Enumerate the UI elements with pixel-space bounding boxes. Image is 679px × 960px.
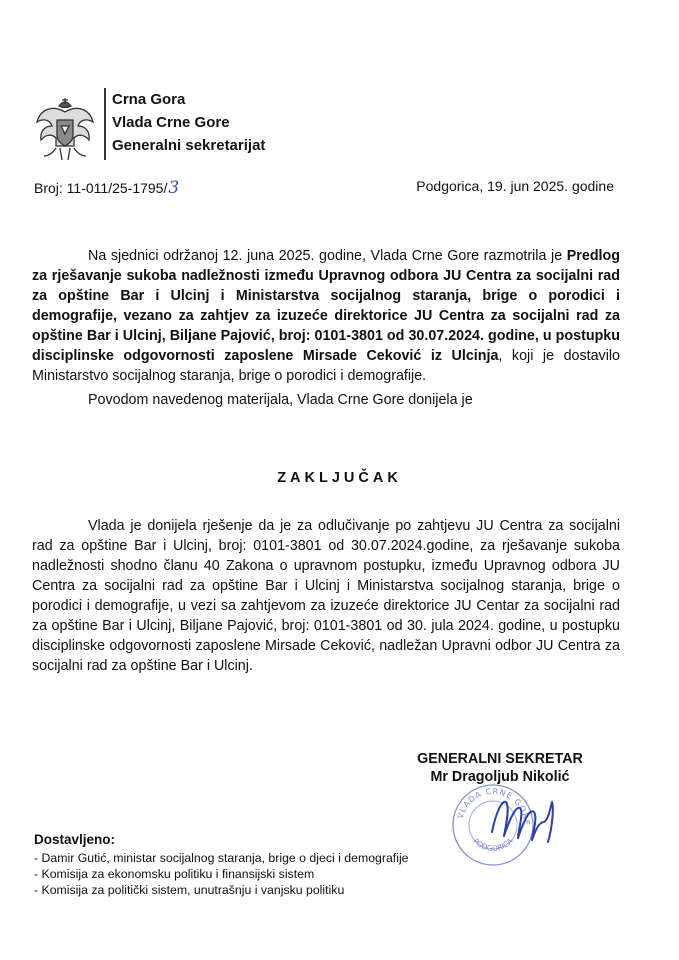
distribution-heading: Dostavljeno: xyxy=(34,832,116,847)
header-secretariat: Generalni sekretarijat xyxy=(112,137,266,154)
proposal-title: Predlog za rješavanje sukoba nadležnosti između Upravnog odbora JU Centra za socijalni rad za opštine Bar i Ulcinj i Ministarstva socijalnog staranja, brige o porodici i demografije, vezano za zahtjev za izuzeće direktorice JU Centra za socijalni rad za opštine Bar i Ulcinj, Biljane Pajović, broj: 0101-3801 od 30.07.2024. godine, u postupku disciplinske odgovornosti zaposlene Mirsade Ceković iz Ulcinja xyxy=(32,248,620,364)
distribution-list xyxy=(34,832,409,898)
header-country: Crna Gora xyxy=(112,91,186,108)
intro-paragraph: Na sjednici održanoj 12. juna 2025. godine, Vlada Crne Gore razmotrila je Predlog za rješavanje sukoba nadležnosti između Upravnog odbora JU Centra za socijalni rad za opštine Bar i Ulcinj i Ministarstva socijalnog staranja, brige o porodici i demografije, vezano za zahtjev za izuzeće direktorice JU Centra za socijalni rad za opštine Bar i Ulcinj, Biljane Pajović, broj: 0101-3801 od 30.07.2024. godine, u postupku disciplinske odgovornosti zaposlene Mirsade Ceković iz Ulcinja, koji je dostavilo Ministarstvo socijalnog staranja, brige o porodici i demografije. xyxy=(32,248,620,384)
signatory-name: Mr Dragoljub Nikolić xyxy=(430,769,570,785)
distribution-item: - Komisija za ekonomsku politiku i finansijski sistem xyxy=(34,866,409,882)
reference-number: Broj: 11-011/25-1795/3 xyxy=(34,178,180,198)
distribution-item: - Damir Gutić, ministar socijalnog staranja, brige o djeci i demografije xyxy=(34,850,409,866)
header-government: Vlada Crne Gore xyxy=(112,114,230,131)
reference-row xyxy=(34,176,614,200)
signatory-title: GENERALNI SEKRETAR xyxy=(417,751,583,767)
header-divider xyxy=(104,88,106,160)
institution-header xyxy=(112,88,265,157)
stamp-text: VLADA CRNE GORE xyxy=(455,786,532,827)
handwritten-signature xyxy=(488,792,564,852)
intro-section xyxy=(32,246,620,410)
coat-of-arms-icon xyxy=(34,96,96,162)
stamp-city: PODGORICA xyxy=(471,836,515,854)
adopted-paragraph: Povodom navedenog materijala, Vlada Crne Gore donijela je xyxy=(88,392,473,408)
distribution-item: - Komisija za politički sistem, unutrašnju i vanjsku politiku xyxy=(34,882,409,898)
document-title: ZAKLJUČAK xyxy=(277,470,402,486)
handwritten-suffix: 3 xyxy=(168,178,180,198)
distribution-items xyxy=(34,850,409,898)
place-date: Podgorica, 19. jun 2025. godine xyxy=(416,178,614,194)
conclusion-paragraph: Vlada je donijela rješenje da je za odlučivanje po zahtjevu JU Centra za socijalni rad za opštine Bar i Ulcinj, broj: 0101-3801 od 30.07.2024.godine, za rješavanje sukoba nadležnosti shodno članu 40 Zakona o upravnom postupku, između Upravnog odbora JU Centra za socijalni rad za opštine Bar i Ulcinj i Ministarstva socijalnog staranja, brige o porodici i demografije, u vezi sa zahtjevom za izuzeće direktorice JU Centar za socijalni rad za opštine Bar i Ulcinj, Biljane Pajović, broj: 0101-3801 od 30. jula 2024. godine, u postupku disciplinske odgovornosti zaposlene Mirsade Ceković, nadležan Upravni odbor JU Centra za socijalni rad za opštine Bar i Ulcinj. xyxy=(32,518,620,674)
